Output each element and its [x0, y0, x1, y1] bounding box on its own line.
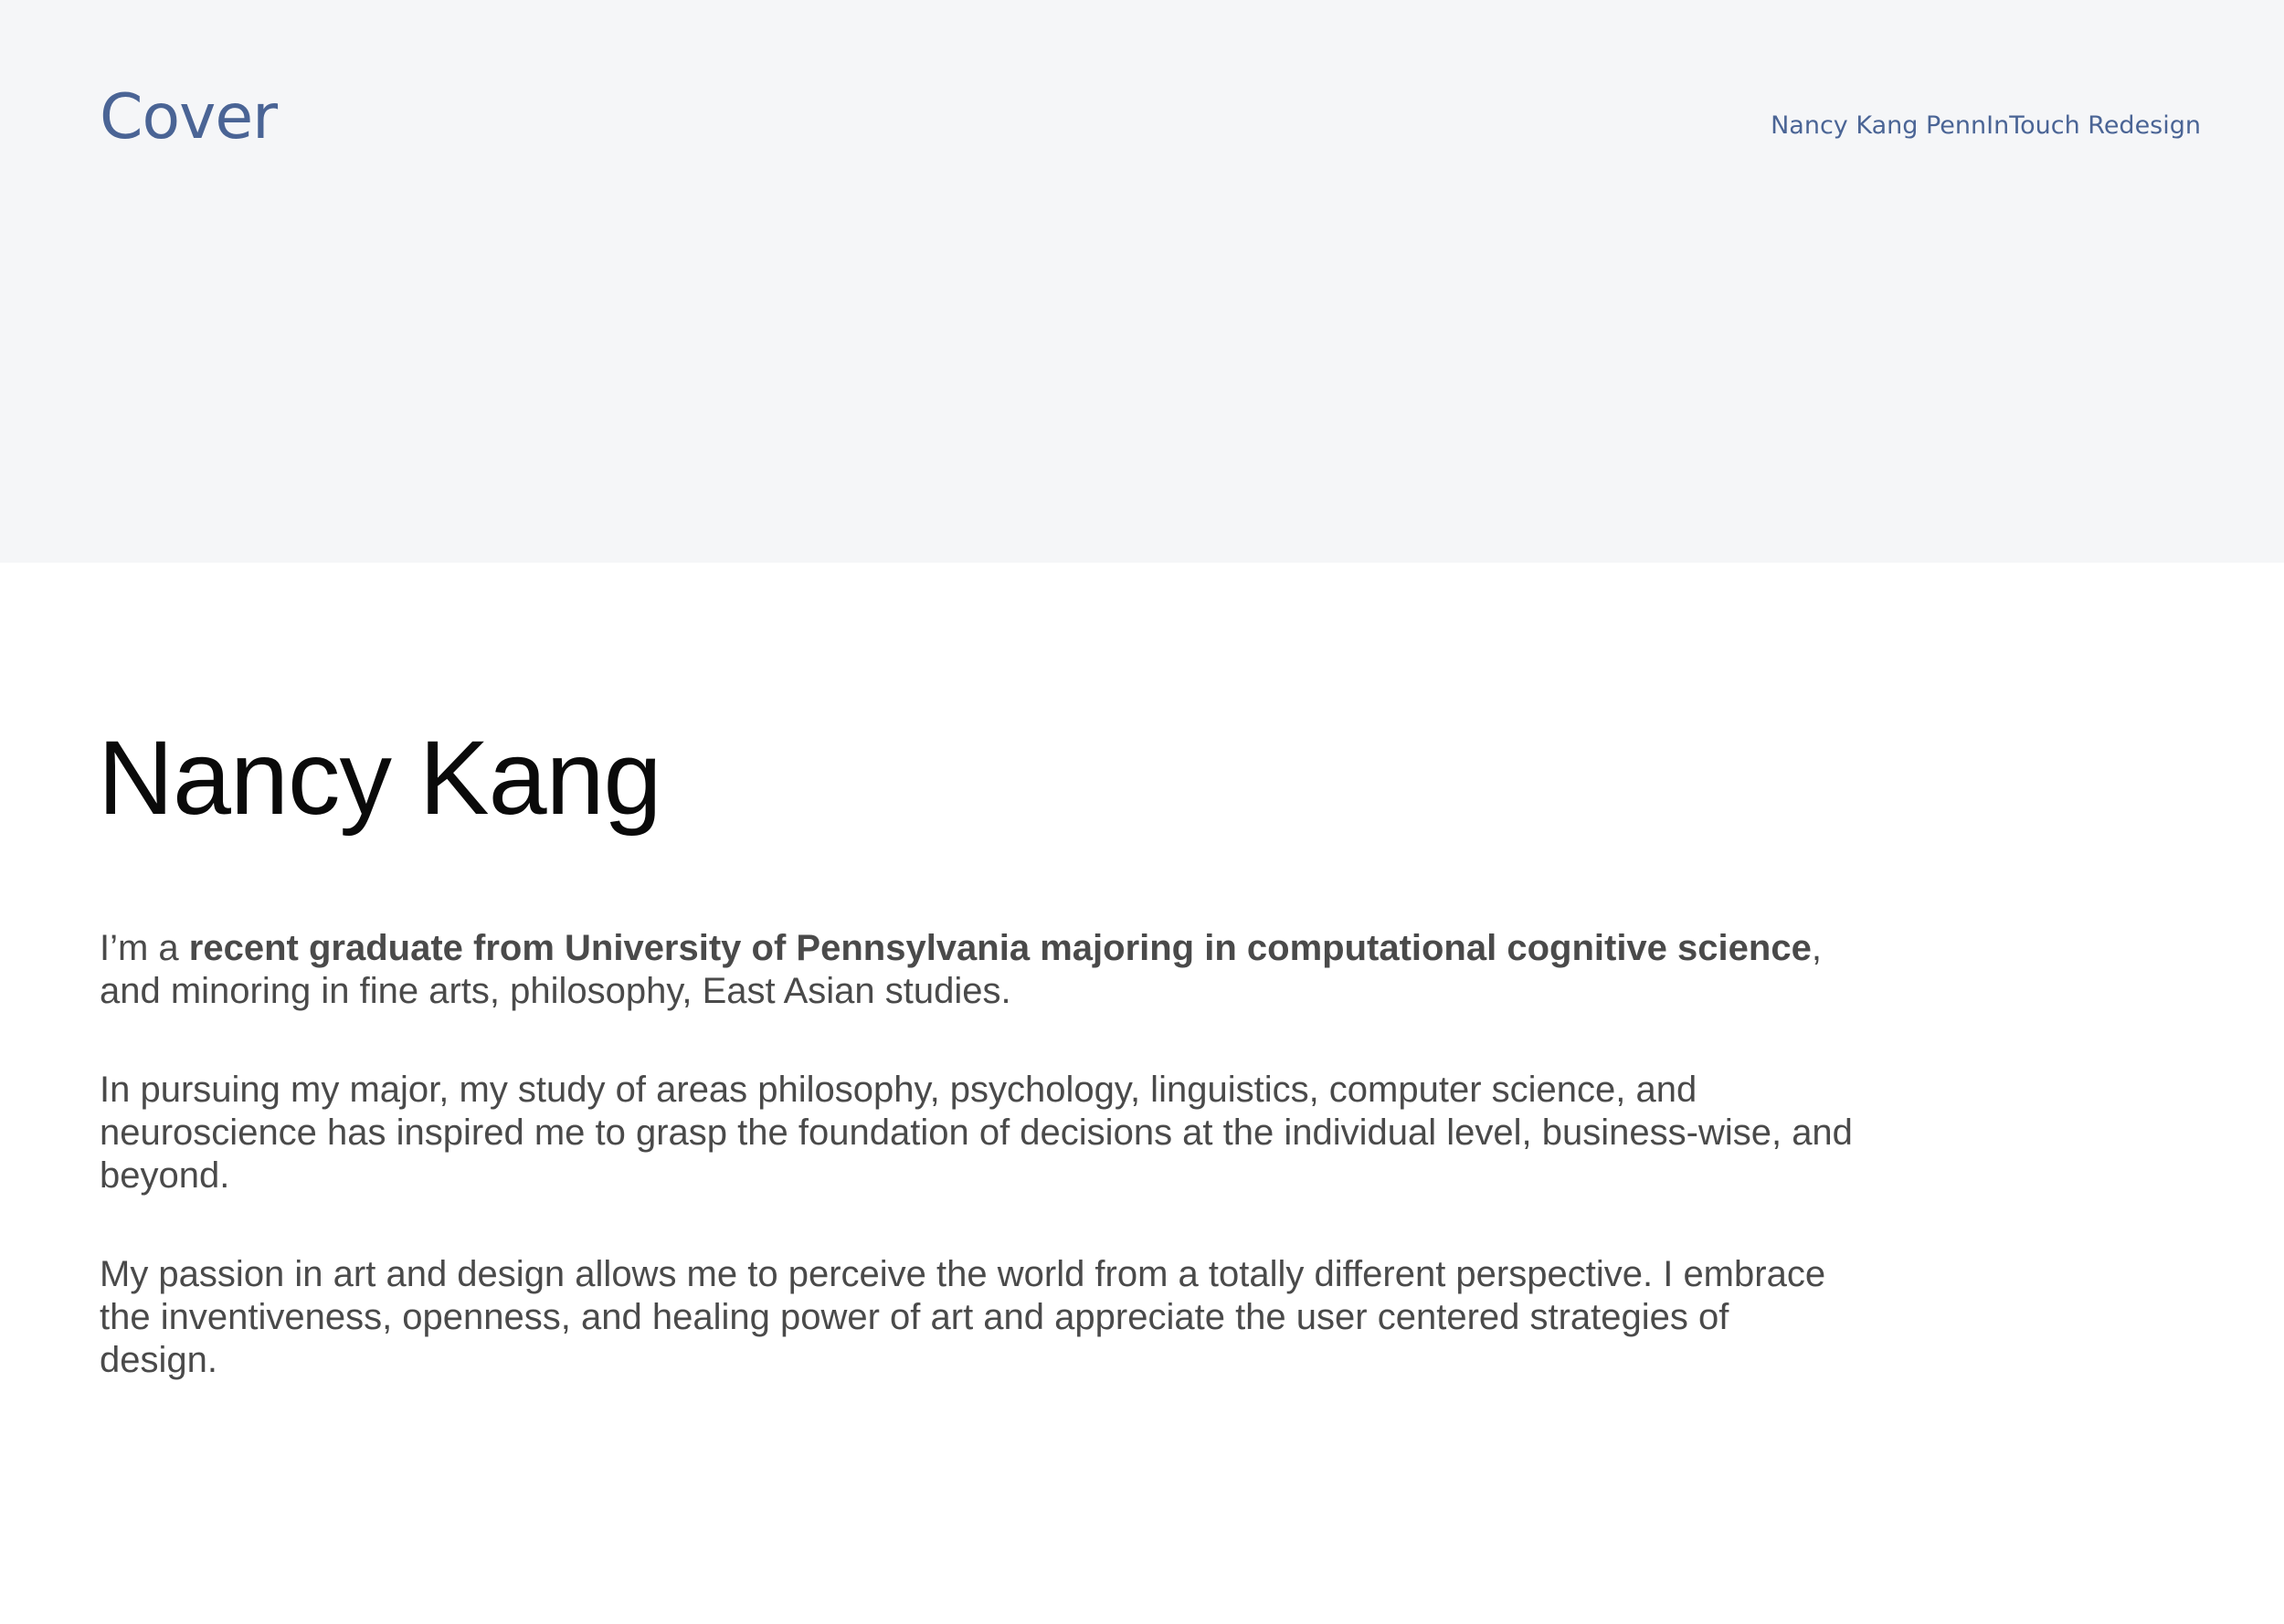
- bio-paragraph-education: [100, 927, 1854, 1013]
- name-heading: Nancy Kang: [98, 720, 661, 837]
- bio-paragraph-major: In pursuing my major, my study of areas philosophy, psychology, linguistics, computer science, and neuroscience has inspired me to grasp the foundation of decisions at the individual level, business-wise, and beyond.: [100, 1070, 1853, 1196]
- section-title: Cover: [100, 81, 278, 153]
- document-label: Nancy Kang PennInTouch Redesign: [1771, 111, 2201, 140]
- bio-intro-text: I’m a: [100, 928, 189, 968]
- bio-section: [100, 927, 1854, 1438]
- bio-minor-text: , and minoring in fine arts, philosophy, East Asian studies.: [100, 928, 1822, 1011]
- bio-highlight-text: recent graduate from University of Pennsylvania majoring in computational cognitive science: [188, 928, 1812, 968]
- bio-paragraph-passion: My passion in art and design allows me to perceive the world from a totally different perspective. I embrace the inventiveness, openness, and healing power of art and appreciate the user centered strategies of design.: [100, 1254, 1826, 1380]
- header-band: [0, 0, 2284, 563]
